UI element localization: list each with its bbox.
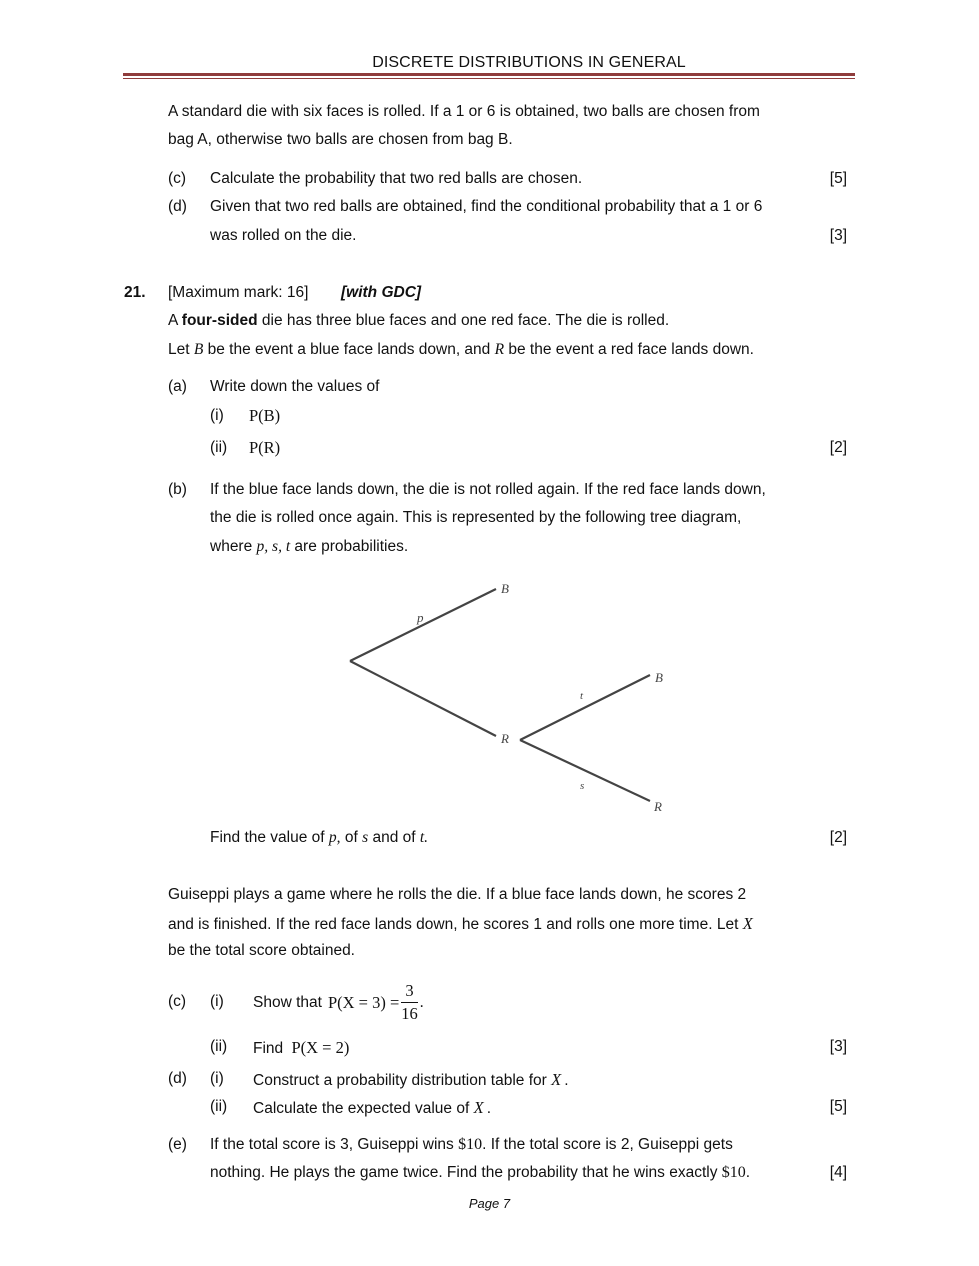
- q20d-mark: [3]: [829, 227, 847, 244]
- q21e-label: (e): [168, 1136, 187, 1153]
- q21-stem-line-1: A four-sided die has three blue faces and one red face. The die is rolled.: [168, 312, 670, 329]
- tree-outcome-r-mid: R: [501, 731, 509, 746]
- game-line-2: and is finished. If the red face lands down, he scores 1 and rolls one more time. Let X: [168, 914, 753, 933]
- tree-label-p: p: [417, 610, 424, 625]
- q21c-i-label: (i): [210, 993, 224, 1010]
- header-rule-thin: [123, 78, 855, 79]
- q20c-label: (c): [168, 170, 187, 187]
- page-header-title: DISCRETE DISTRIBUTIONS IN GENERAL: [372, 54, 686, 71]
- q21b-mark: [2]: [829, 829, 847, 846]
- q21d-ii-label: (ii): [210, 1098, 228, 1115]
- q21b-label: (b): [168, 481, 187, 498]
- tree-label-t: t: [580, 690, 584, 702]
- branch-to-r: [350, 661, 496, 736]
- q21-max-mark: [Maximum mark: 16]: [168, 284, 309, 301]
- q21e-line-1: If the total score is 3, Guiseppi wins $10. If the total score is 2, Guiseppi gets: [210, 1136, 733, 1153]
- tree-outcome-b-right: B: [655, 670, 663, 685]
- q21c-ii-content: Find P(X = 2): [253, 1038, 350, 1057]
- q21a-text: Write down the values of: [210, 378, 380, 395]
- q21d-mark: [5]: [829, 1098, 847, 1115]
- q21b-find-text: Find the value of p, of s and of t.: [210, 829, 429, 846]
- game-line-1: Guiseppi plays a game where he rolls the die. If a blue face lands down, he scores 2: [168, 886, 747, 903]
- intro-line-1: A standard die with six faces is rolled. If a 1 or 6 is obtained, two balls are chosen from: [168, 103, 760, 120]
- q21e-mark: [4]: [829, 1164, 847, 1181]
- q21b-line-1: If the blue face lands down, the die is not rolled again. If the red face lands down,: [210, 481, 766, 498]
- q20c-mark: [5]: [829, 170, 847, 187]
- q20d-line-1: Given that two red balls are obtained, find the conditional probability that a 1 or 6: [210, 198, 763, 215]
- tree-outcome-r-right: R: [654, 799, 662, 814]
- q21c-i-content: Show that P(X = 3) = $\frac{3}{16}$ .: [253, 981, 424, 1023]
- header-rule-thick: [123, 73, 855, 76]
- q21-number: 21.: [124, 284, 146, 301]
- game-line-3: be the total score obtained.: [168, 942, 355, 959]
- q21c-mark: [3]: [829, 1038, 847, 1055]
- fraction-3-16: $\frac{3}{16}$: [401, 981, 418, 1023]
- q21d-i-label: (i): [210, 1070, 224, 1087]
- q21a-mark: [2]: [829, 439, 847, 456]
- q21e-line-2: nothing. He plays the game twice. Find the probability that he wins exactly $10.: [210, 1164, 751, 1181]
- q20d-line-2: was rolled on the die.: [210, 227, 357, 244]
- q21c-ii-label: (ii): [210, 1038, 228, 1055]
- intro-line-2: bag A, otherwise two balls are chosen from bag B.: [168, 131, 513, 148]
- q20d-label: (d): [168, 198, 187, 215]
- q21a-ii-label: (ii): [210, 439, 228, 456]
- q21c-label: (c): [168, 993, 187, 1010]
- tree-diagram: [340, 575, 680, 820]
- tree-label-s: s: [580, 780, 585, 792]
- q21-stem-line-2: Let B be the event a blue face lands down, and R be the event a red face lands down.: [168, 341, 754, 358]
- branch-p: [350, 589, 496, 661]
- q21d-i-content: Construct a probability distribution table for X .: [253, 1070, 569, 1089]
- tree-outcome-b-top: B: [501, 581, 509, 596]
- branch-s: [520, 740, 650, 801]
- q21d-label: (d): [168, 1070, 187, 1087]
- q21-gdc-note: [with GDC]: [341, 284, 422, 301]
- q21d-ii-content: Calculate the expected value of X .: [253, 1098, 491, 1117]
- q21b-line-2: the die is rolled once again. This is represented by the following tree diagram,: [210, 509, 742, 526]
- q21a-i-expr: P(B): [249, 406, 281, 425]
- branch-t: [520, 675, 650, 740]
- q21b-line-3: where p, s, t are probabilities.: [210, 538, 409, 555]
- q20c-text: Calculate the probability that two red balls are chosen.: [210, 170, 583, 187]
- page-number: Page 7: [468, 1196, 511, 1211]
- q21a-i-label: (i): [210, 407, 224, 424]
- q21a-label: (a): [168, 378, 187, 395]
- q21a-ii-expr: P(R): [249, 438, 281, 457]
